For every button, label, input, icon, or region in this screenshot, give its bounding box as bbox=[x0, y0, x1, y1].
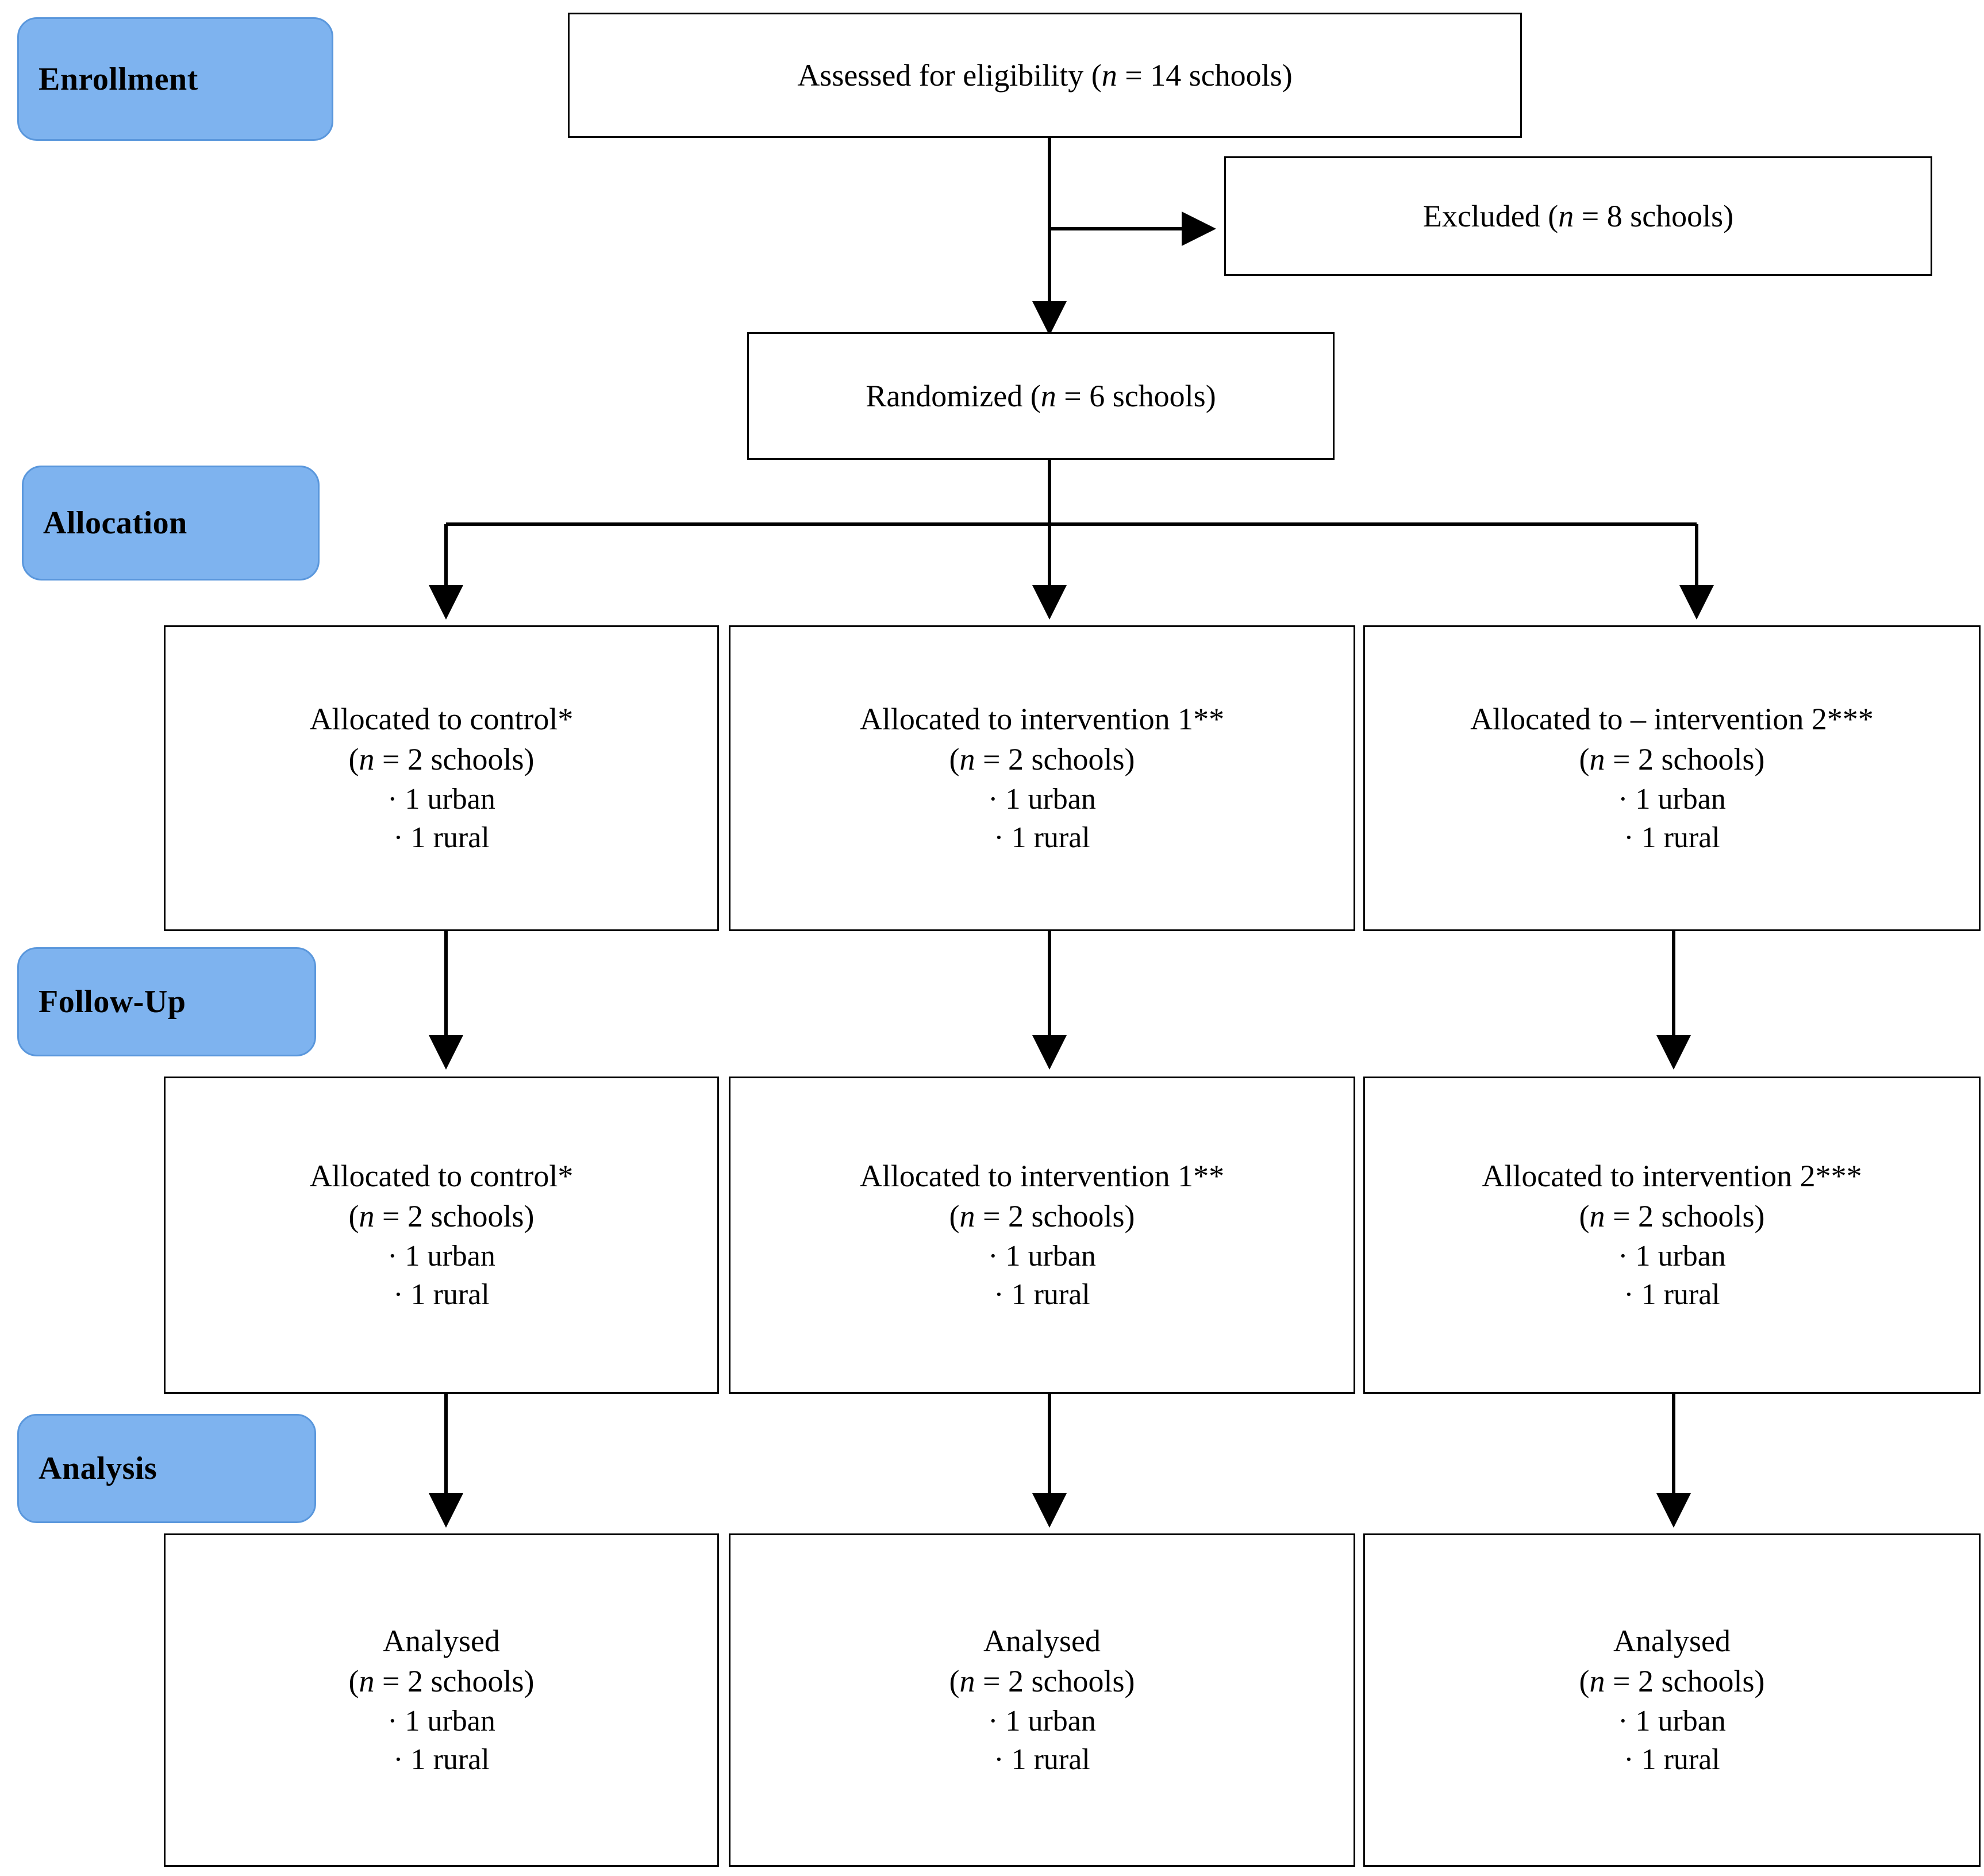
node-analysed-intervention-2-line-4: · 1 rural bbox=[1624, 1743, 1720, 1777]
node-followup-intervention-2-line-2: (n = 2 schools) bbox=[1579, 1199, 1765, 1234]
node-analysed-intervention-2-line-2: (n = 2 schools) bbox=[1579, 1664, 1765, 1699]
node-analysed-intervention-1-line-3: · 1 urban bbox=[988, 1704, 1096, 1737]
node-randomized-line-1: Randomized (n = 6 schools) bbox=[866, 378, 1216, 413]
node-randomized bbox=[747, 332, 1335, 460]
node-analysed-intervention-1-line-1: Analysed bbox=[983, 1624, 1101, 1659]
node-analysed-intervention-1-line-2: (n = 2 schools) bbox=[949, 1664, 1135, 1699]
node-analysed-control-line-2: (n = 2 schools) bbox=[348, 1664, 535, 1699]
node-followup-intervention-1-line-1: Allocated to intervention 1** bbox=[859, 1159, 1225, 1194]
node-analysed-control-line-3: · 1 urban bbox=[387, 1704, 495, 1737]
node-allocated-intervention-2-line-2: (n = 2 schools) bbox=[1579, 742, 1765, 777]
node-followup-intervention-1 bbox=[729, 1077, 1355, 1394]
node-allocated-intervention-2 bbox=[1363, 625, 1981, 931]
node-followup-intervention-2-line-4: · 1 rural bbox=[1624, 1278, 1720, 1312]
stage-badge-analysis-label: Analysis bbox=[39, 1451, 157, 1486]
node-followup-control-line-3: · 1 urban bbox=[387, 1239, 495, 1273]
node-analysed-intervention-1 bbox=[729, 1533, 1355, 1867]
stage-badge-enrollment-label: Enrollment bbox=[39, 61, 198, 97]
node-followup-control bbox=[164, 1077, 719, 1394]
stage-badge-allocation-label: Allocation bbox=[43, 505, 187, 541]
node-allocated-intervention-2-line-4: · 1 rural bbox=[1624, 821, 1720, 855]
node-allocated-intervention-1-line-1: Allocated to intervention 1** bbox=[859, 702, 1225, 737]
node-allocated-intervention-1 bbox=[729, 625, 1355, 931]
node-allocated-intervention-2-line-3: · 1 urban bbox=[1618, 782, 1726, 816]
node-allocated-control-line-4: · 1 rural bbox=[393, 821, 490, 855]
node-allocated-intervention-1-line-3: · 1 urban bbox=[988, 782, 1096, 816]
node-analysed-control-line-4: · 1 rural bbox=[393, 1743, 490, 1777]
node-allocated-control-line-1: Allocated to control* bbox=[309, 702, 574, 737]
node-followup-intervention-2-line-1: Allocated to intervention 2*** bbox=[1482, 1159, 1862, 1194]
node-followup-control-line-1: Allocated to control* bbox=[309, 1159, 574, 1194]
node-followup-intervention-1-line-2: (n = 2 schools) bbox=[949, 1199, 1135, 1234]
node-analysed-intervention-2-line-3: · 1 urban bbox=[1618, 1704, 1726, 1737]
stage-badge-followup bbox=[17, 947, 316, 1056]
node-analysed-control-line-1: Analysed bbox=[383, 1624, 500, 1659]
node-analysed-intervention-2 bbox=[1363, 1533, 1981, 1867]
node-followup-intervention-1-line-3: · 1 urban bbox=[988, 1239, 1096, 1273]
node-assessed-for-eligibility bbox=[568, 13, 1522, 138]
node-analysed-intervention-2-line-1: Analysed bbox=[1613, 1624, 1731, 1659]
node-allocated-intervention-1-line-2: (n = 2 schools) bbox=[949, 742, 1135, 777]
node-followup-control-line-2: (n = 2 schools) bbox=[348, 1199, 535, 1234]
node-analysed-intervention-1-line-4: · 1 rural bbox=[994, 1743, 1090, 1777]
node-excluded-line-1: Excluded (n = 8 schools) bbox=[1422, 198, 1734, 233]
node-allocated-control-line-2: (n = 2 schools) bbox=[348, 742, 535, 777]
node-allocated-control bbox=[164, 625, 719, 931]
node-allocated-control-line-3: · 1 urban bbox=[387, 782, 495, 816]
node-allocated-intervention-2-line-1: Allocated to – intervention 2*** bbox=[1470, 702, 1874, 737]
node-excluded bbox=[1224, 156, 1932, 276]
stage-badge-enrollment bbox=[17, 17, 333, 141]
node-followup-intervention-2-line-3: · 1 urban bbox=[1618, 1239, 1726, 1273]
node-analysed-control bbox=[164, 1533, 719, 1867]
node-assessed-line-1: Assessed for eligibility (n = 14 schools) bbox=[797, 57, 1293, 93]
node-allocated-intervention-1-line-4: · 1 rural bbox=[994, 821, 1090, 855]
stage-badge-followup-label: Follow-Up bbox=[39, 984, 186, 1020]
node-followup-intervention-2 bbox=[1363, 1077, 1981, 1394]
node-followup-intervention-1-line-4: · 1 rural bbox=[994, 1278, 1090, 1312]
stage-badge-analysis bbox=[17, 1414, 316, 1523]
stage-badge-allocation bbox=[22, 466, 320, 581]
node-followup-control-line-4: · 1 rural bbox=[393, 1278, 490, 1312]
